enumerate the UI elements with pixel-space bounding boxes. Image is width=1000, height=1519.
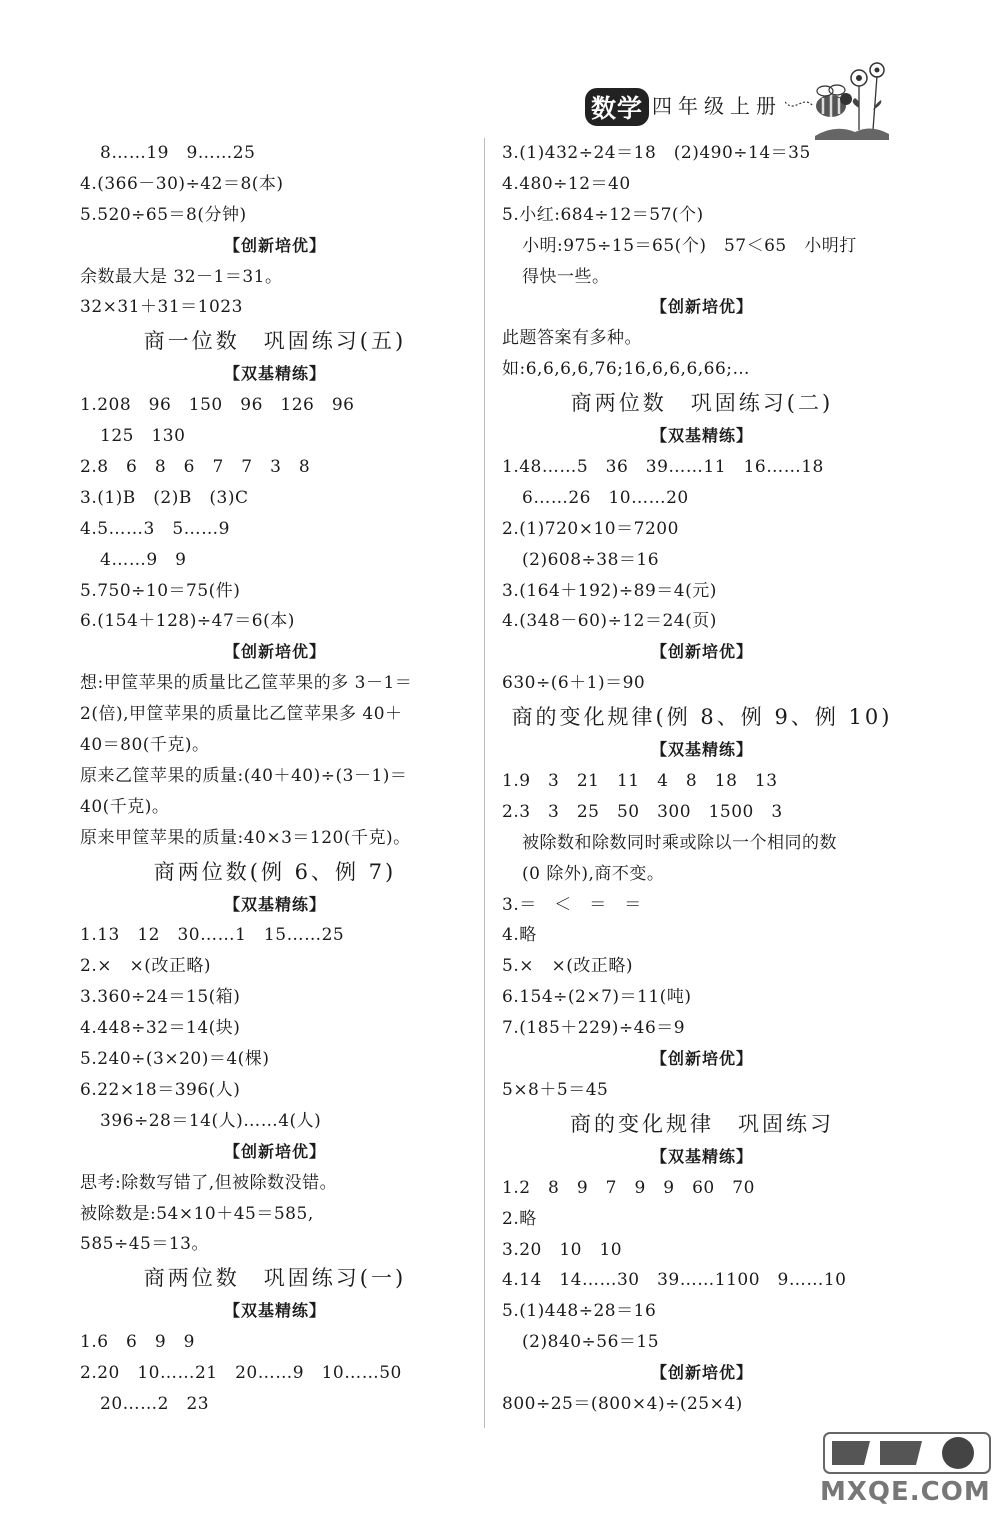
answer-line: 4……9 9 bbox=[100, 549, 187, 570]
answer-line: 小明:975÷15＝65(个) 57＜65 小明打 bbox=[522, 235, 857, 256]
answer-line: 20……2 23 bbox=[100, 1393, 210, 1414]
section-heading: 商的变化规律 巩固练习 bbox=[570, 1111, 834, 1136]
answer-line: (0 除外),商不变。 bbox=[522, 863, 665, 884]
answer-line: 32×31＋31＝1023 bbox=[80, 297, 243, 318]
subsection-label: 【双基精练】 bbox=[650, 426, 753, 446]
answer-line: 630÷(6＋1)＝90 bbox=[502, 673, 646, 694]
answer-line: 5.520÷65＝8(分钟) bbox=[80, 204, 247, 225]
answer-line: 5×8＋5＝45 bbox=[502, 1079, 609, 1100]
subsection-label: 【创新培优】 bbox=[650, 1049, 753, 1069]
watermark bbox=[820, 1425, 995, 1515]
answer-line: 6.154÷(2×7)＝11(吨) bbox=[502, 987, 692, 1008]
answer-line: 6……26 10……20 bbox=[522, 487, 689, 508]
answer-line: 余数最大是 32－1＝31。 bbox=[80, 266, 283, 287]
column-divider bbox=[484, 138, 485, 1428]
answer-line: 396÷28＝14(人)……4(人) bbox=[100, 1110, 322, 1131]
answer-line: 2.× ×(改正略) bbox=[80, 956, 211, 977]
answer-line: 此题答案有多种。 bbox=[502, 328, 642, 349]
page-header bbox=[560, 58, 890, 140]
answer-line: 40＝80(千克)。 bbox=[80, 735, 210, 756]
answer-line: 3.20 10 10 bbox=[502, 1239, 623, 1260]
grade-label: 四年级上册 bbox=[652, 94, 782, 118]
right-column bbox=[502, 138, 902, 1420]
answer-line: 想:甲筐苹果的质量比乙筐苹果的多 3－1＝ bbox=[80, 673, 413, 694]
subsection-label: 【创新培优】 bbox=[650, 297, 753, 317]
answer-line: 4.(366－30)÷42＝8(本) bbox=[80, 173, 284, 194]
answer-line: 6.22×18＝396(人) bbox=[80, 1079, 241, 1100]
answer-line: 1.6 6 9 9 bbox=[80, 1332, 195, 1353]
answer-line: 2.略 bbox=[502, 1208, 537, 1229]
answer-line: 4.448÷32＝14(块) bbox=[80, 1018, 241, 1039]
answer-line: (2)840÷56＝15 bbox=[522, 1332, 660, 1353]
subsection-label: 【双基精练】 bbox=[650, 740, 753, 760]
answer-line: 5.小红:684÷12＝57(个) bbox=[502, 204, 704, 225]
subsection-label: 【创新培优】 bbox=[650, 1363, 753, 1383]
answer-line: 3.360÷24＝15(箱) bbox=[80, 987, 241, 1008]
section-heading: 商的变化规律(例 8、例 9、例 10) bbox=[511, 705, 893, 730]
answer-line: 2.20 10……21 20……9 10……50 bbox=[80, 1363, 402, 1384]
answer-line: 5.(1)448÷28＝16 bbox=[502, 1301, 657, 1322]
answer-line: 得快一些。 bbox=[522, 266, 610, 287]
answer-line: 8……19 9……25 bbox=[100, 143, 256, 163]
subsection-label: 【双基精练】 bbox=[223, 364, 326, 384]
answer-line: 3.(1)432÷24＝18 (2)490÷14＝35 bbox=[502, 143, 811, 163]
answer-line: 1.48……5 36 39……11 16……18 bbox=[502, 457, 824, 478]
answer-line: 3.(164＋192)÷89＝4(元) bbox=[502, 580, 717, 601]
subsection-label: 【双基精练】 bbox=[223, 1301, 326, 1321]
answer-line: 4.5……3 5……9 bbox=[80, 518, 230, 539]
answer-line: 4.14 14……30 39……1100 9……10 bbox=[502, 1270, 847, 1291]
bee-flower-icon bbox=[785, 58, 890, 140]
answer-line: 4.略 bbox=[502, 925, 537, 946]
answer-line: 5.750÷10＝75(件) bbox=[80, 580, 241, 601]
answer-line: 1.2 8 9 7 9 9 60 70 bbox=[502, 1177, 755, 1198]
answer-line: 5.240÷(3×20)＝4(棵) bbox=[80, 1049, 270, 1070]
answer-line: 800÷25＝(800×4)÷(25×4) bbox=[502, 1393, 743, 1414]
answer-logo-icon bbox=[820, 1425, 995, 1480]
section-heading: 商两位数(例 6、例 7) bbox=[153, 859, 397, 884]
answer-line: 如:6,6,6,6,76;16,6,6,6,66;… bbox=[502, 359, 751, 380]
answer-line: 被除数和除数同时乘或除以一个相同的数 bbox=[522, 832, 837, 853]
subject-badge: 数学 bbox=[585, 88, 649, 126]
subsection-label: 【双基精练】 bbox=[650, 1146, 753, 1166]
answer-line: 40(千克)。 bbox=[80, 796, 170, 817]
subsection-label: 【创新培优】 bbox=[223, 235, 326, 255]
section-heading: 商两位数 巩固练习(二) bbox=[570, 391, 834, 416]
answer-line: 6.(154＋128)÷47＝6(本) bbox=[80, 611, 295, 632]
subsection-label: 【创新培优】 bbox=[223, 1141, 326, 1161]
answer-line: 125 130 bbox=[100, 426, 186, 447]
answer-line: 4.(348－60)÷12＝24(页) bbox=[502, 611, 717, 632]
section-heading: 商两位数 巩固练习(一) bbox=[143, 1266, 407, 1291]
answer-line: 5.× ×(改正略) bbox=[502, 956, 633, 977]
subsection-label: 【创新培优】 bbox=[223, 642, 326, 662]
answer-line: 2(倍),甲筐苹果的质量比乙筐苹果多 40＋ bbox=[80, 704, 403, 725]
answer-line: 2.3 3 25 50 300 1500 3 bbox=[502, 801, 783, 822]
section-heading: 商一位数 巩固练习(五) bbox=[143, 329, 407, 354]
answer-line: 被除数是:54×10＋45＝585, bbox=[80, 1203, 314, 1224]
answer-line: 585÷45＝13。 bbox=[80, 1234, 209, 1255]
answer-line: 3.(1)B (2)B (3)C bbox=[80, 487, 249, 508]
answer-line: 思考:除数写错了,但被除数没错。 bbox=[80, 1172, 338, 1193]
subsection-label: 【双基精练】 bbox=[223, 894, 326, 914]
answer-line: 2.(1)720×10＝7200 bbox=[502, 518, 679, 539]
subsection-label: 【创新培优】 bbox=[650, 642, 753, 662]
answer-line: 1.9 3 21 11 4 8 18 13 bbox=[502, 771, 778, 792]
left-column bbox=[80, 138, 470, 1420]
answer-line: 4.480÷12＝40 bbox=[502, 173, 631, 194]
answer-line: (2)608÷38＝16 bbox=[522, 549, 660, 570]
answer-line: 原来甲筐苹果的质量:40×3＝120(千克)。 bbox=[80, 827, 411, 848]
answer-line: 1.13 12 30……1 15……25 bbox=[80, 925, 345, 946]
answer-line: 3.＝ ＜ ＝ ＝ bbox=[502, 894, 642, 915]
answer-line: 2.8 6 8 6 7 7 3 8 bbox=[80, 457, 311, 478]
answer-line: 7.(185＋229)÷46＝9 bbox=[502, 1018, 686, 1039]
answer-line: 原来乙筐苹果的质量:(40＋40)÷(3－1)＝ bbox=[80, 765, 408, 786]
watermark-text: MXQE.COM bbox=[820, 1477, 991, 1507]
answer-line: 1.208 96 150 96 126 96 bbox=[80, 395, 355, 416]
